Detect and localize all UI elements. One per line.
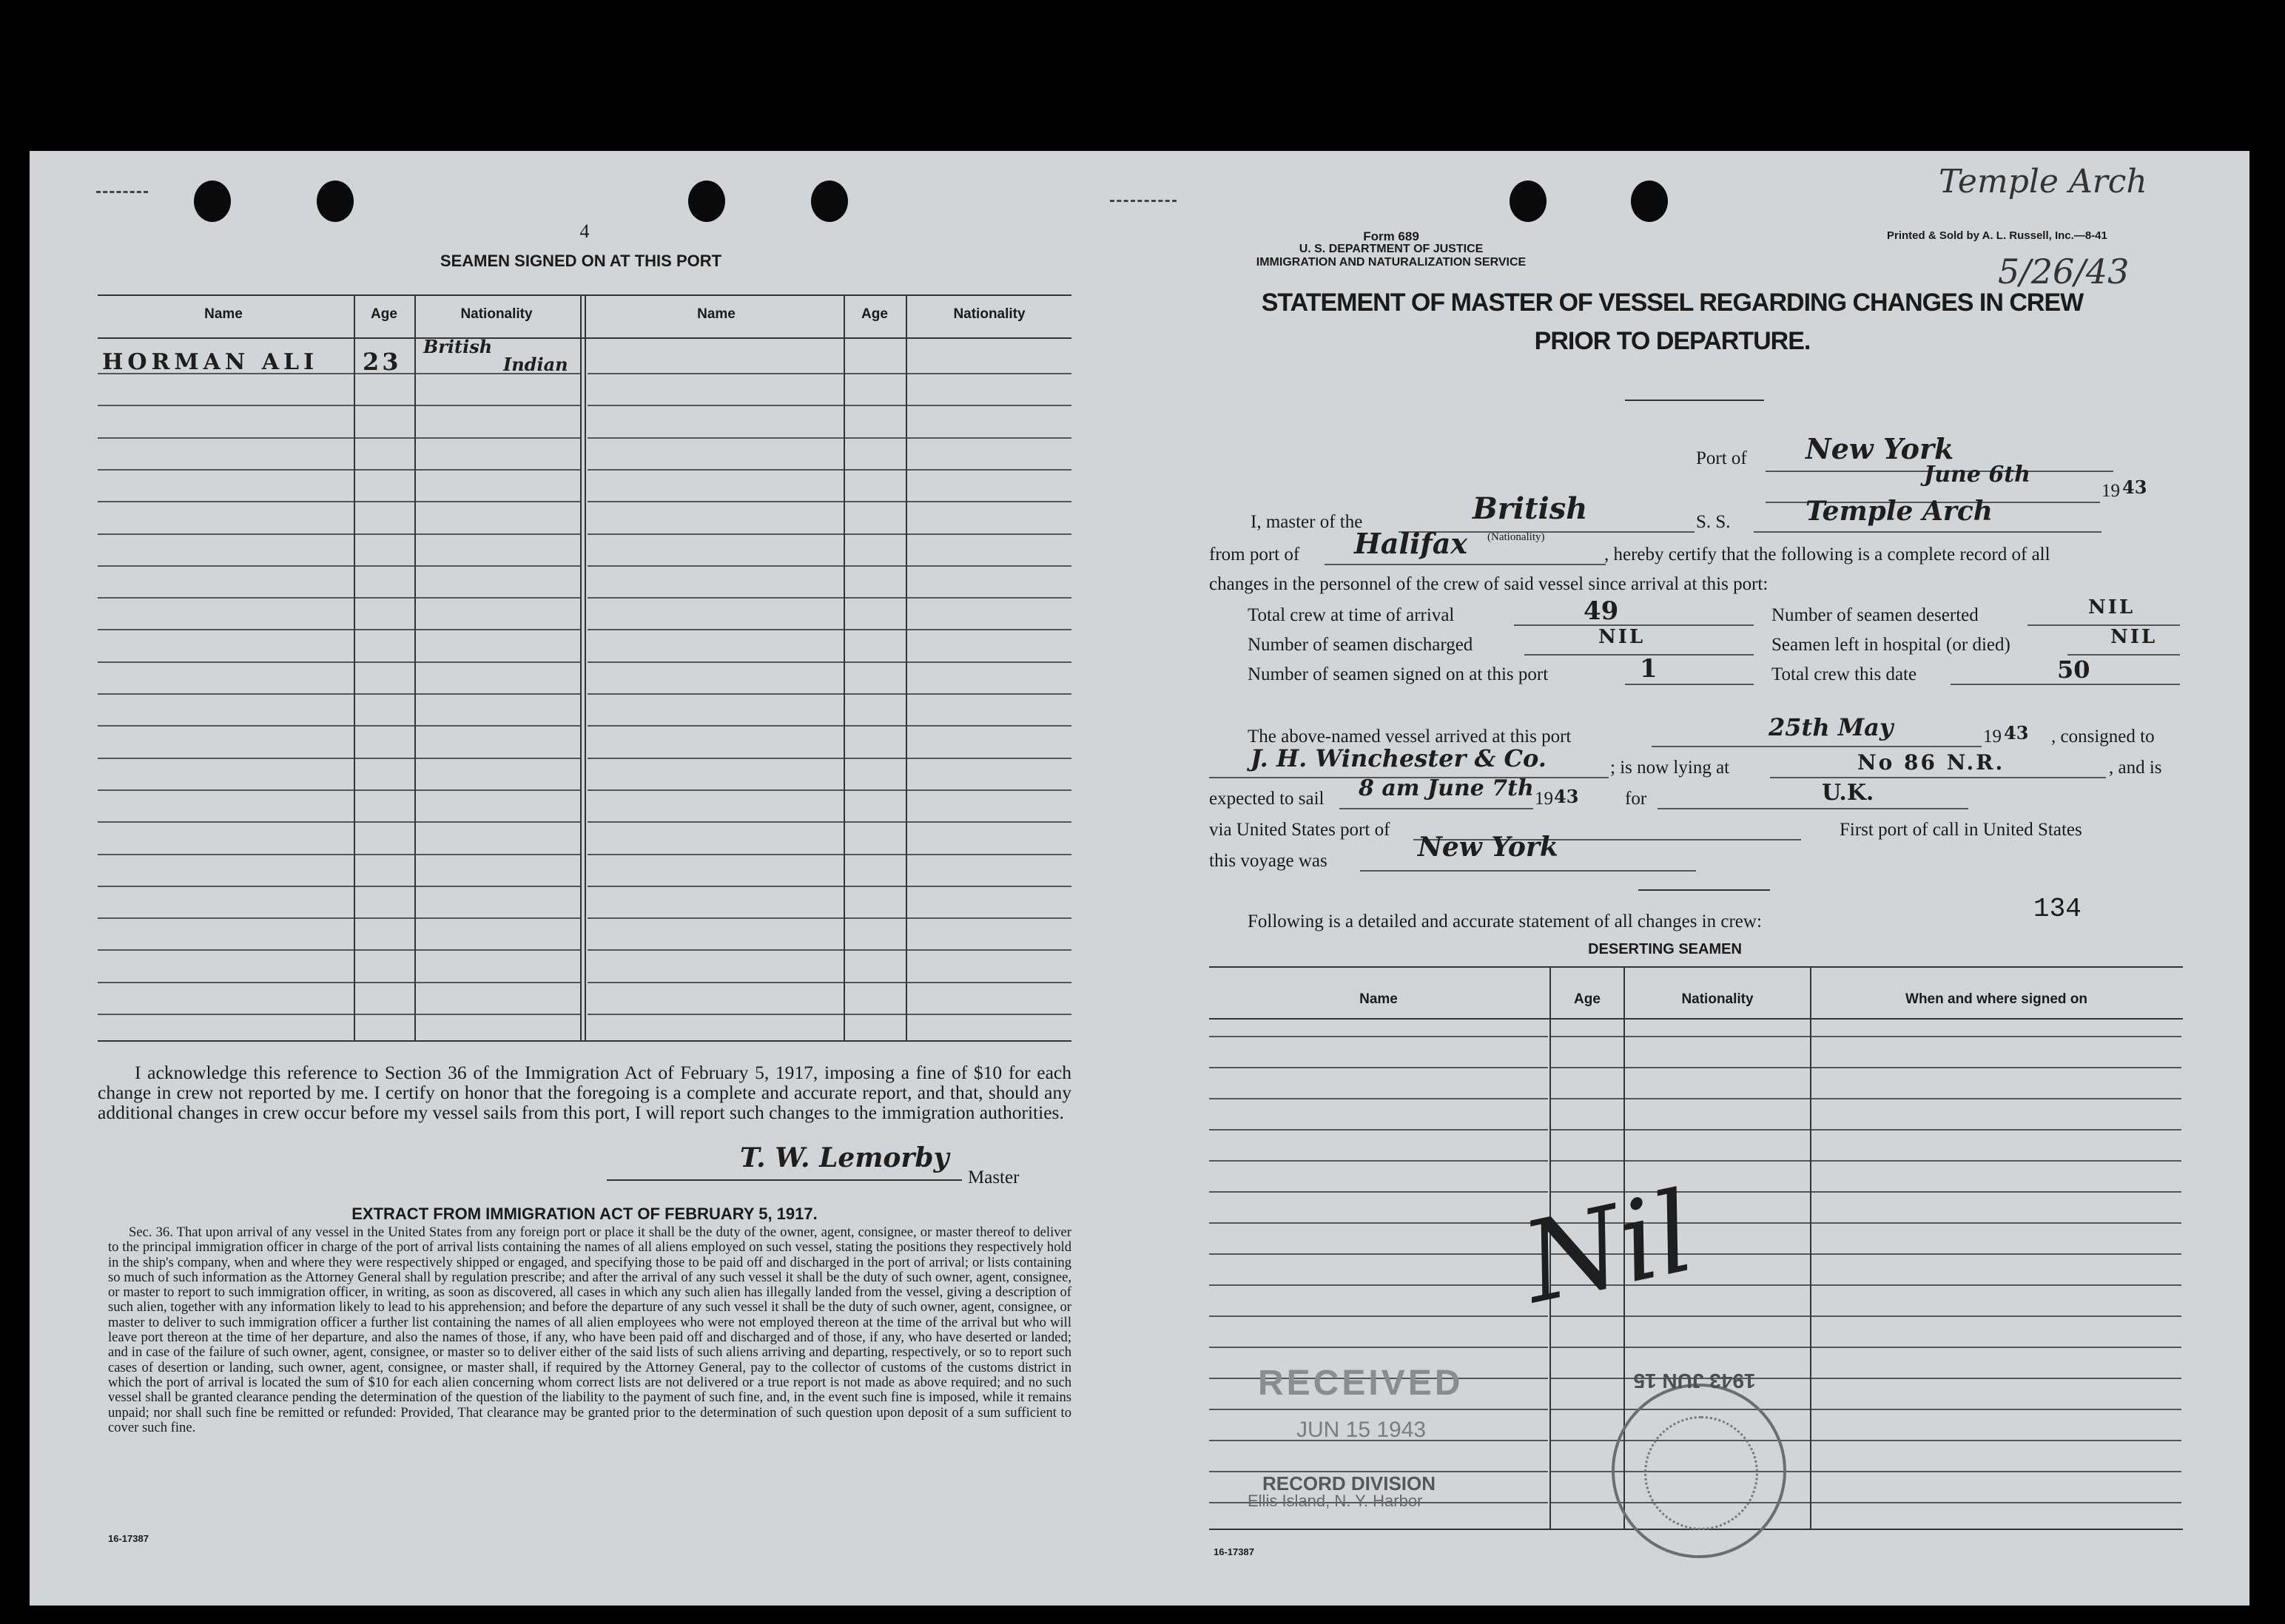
- table-row-line: [588, 917, 844, 919]
- total-crew-date-label: Total crew this date: [1771, 664, 1917, 684]
- master-of-label: I, master of the: [1251, 512, 1363, 532]
- table-row-line: [1551, 1440, 1623, 1441]
- statement-text: Following is a detailed and accurate statement of all changes in crew:: [1248, 912, 1762, 931]
- table-row-line: [907, 597, 1071, 599]
- table-row-line: [416, 1014, 580, 1015]
- expected-line: [1339, 808, 1533, 809]
- table-row-line: [1811, 1378, 2181, 1379]
- table-row-line: [1811, 1222, 2181, 1224]
- discharged-line: [1524, 654, 1754, 656]
- table-row-line: [416, 405, 580, 406]
- punch-hole: [317, 181, 354, 222]
- table-row-line: [845, 597, 906, 599]
- table-row-line: [1811, 1347, 2181, 1348]
- punch-hole: [194, 181, 231, 222]
- table-row-line: [907, 533, 1071, 535]
- table-row-line: [588, 629, 844, 630]
- deserting-col-nationality: Nationality: [1681, 991, 1754, 1007]
- port-label: Port of: [1696, 448, 1747, 468]
- via-label: via United States port of: [1209, 820, 1390, 840]
- table-row-line: [98, 533, 354, 535]
- fold-mark: [96, 191, 148, 193]
- deserting-col-signed-on: When and where signed on: [1905, 991, 2087, 1007]
- punch-hole: [811, 181, 848, 222]
- table-row-line: [1209, 1036, 1548, 1037]
- table-row-line: [1811, 1315, 2181, 1317]
- table-row-line: [355, 469, 414, 471]
- table-row-line: [1209, 1129, 1548, 1131]
- table-row-line: [1551, 1409, 1623, 1410]
- table-row-line: [98, 821, 354, 823]
- table-row-line: [355, 949, 414, 951]
- table-row-line: [588, 693, 844, 695]
- title-divider: [1625, 400, 1764, 401]
- table-row-line: [845, 469, 906, 471]
- table-row-line: [1551, 1160, 1623, 1162]
- fold-mark: [1110, 200, 1177, 202]
- right-form-code: 16-17387: [1214, 1546, 1254, 1557]
- table-row-line: [845, 661, 906, 663]
- received-stamp: RECEIVED: [1258, 1364, 1464, 1403]
- col-header-age: Age: [371, 306, 397, 322]
- table-row-line: [98, 949, 354, 951]
- table-row-line: [416, 533, 580, 535]
- deserting-col-age: Age: [1574, 991, 1601, 1007]
- table-row-line: [355, 886, 414, 887]
- table-row-line: [845, 917, 906, 919]
- ship-name-line: [1754, 531, 2101, 533]
- table-row-line: [355, 629, 414, 630]
- discharged-label: Number of seamen discharged: [1248, 635, 1473, 655]
- service: IMMIGRATION AND NATURALIZATION SERVICE: [1256, 256, 1527, 269]
- arrived-label: The above-named vessel arrived at this port: [1248, 727, 1572, 747]
- table-row-line: [355, 693, 414, 695]
- punch-hole: [1631, 181, 1668, 222]
- discharged-value: NIL: [1598, 626, 1646, 648]
- table-row-line: [416, 661, 580, 663]
- table-row-line: [98, 1014, 354, 1015]
- table-row-line: [907, 821, 1071, 823]
- table-row-line: [907, 886, 1071, 887]
- col-header-nationality: Nationality: [460, 306, 533, 322]
- table-row-line: [1209, 1409, 1548, 1410]
- corner-note: Temple Arch: [1939, 163, 2147, 201]
- table-row-line: [355, 917, 414, 919]
- signed-on-value: 1: [1640, 654, 1658, 684]
- table-row-line: [845, 629, 906, 630]
- table-row-line: [1209, 1284, 1548, 1286]
- table-row-line: [588, 949, 844, 951]
- table-row-line: [416, 629, 580, 630]
- table-row-line: [98, 789, 354, 791]
- master-signature: T. W. Lemorby: [740, 1142, 949, 1173]
- table-row-line: [907, 1014, 1071, 1015]
- arrived-year-written: 43: [2004, 722, 2029, 744]
- table-row-line: [1209, 1315, 1548, 1317]
- table-row-line: [588, 469, 844, 471]
- table-row-line: [1811, 1036, 2181, 1037]
- table-row-line: [355, 821, 414, 823]
- table-row-line: [845, 982, 906, 983]
- round-stamp-date: 1943 JUN 15: [1633, 1369, 1756, 1392]
- table-row-line: [588, 1014, 844, 1015]
- table-row-line: [355, 597, 414, 599]
- table-row-line: [1811, 1440, 2181, 1441]
- table-row-line: [845, 405, 906, 406]
- table-row-line: [588, 501, 844, 502]
- table-row-line: [355, 565, 414, 567]
- hospital-value: NIL: [2110, 626, 2158, 648]
- table-row-line: [1811, 1129, 2181, 1131]
- table-row-line: [98, 629, 354, 630]
- table-row-line: [416, 469, 580, 471]
- table-row-line: [845, 693, 906, 695]
- table-row-line: [355, 982, 414, 983]
- table-row-line: [1811, 1253, 2181, 1255]
- table-row-line: [1551, 1098, 1623, 1099]
- table-row-line: [1811, 1502, 2181, 1503]
- table-bottom-rule: [98, 1040, 1071, 1042]
- table-row-line: [416, 565, 580, 567]
- table-row-line: [1551, 1502, 1623, 1503]
- table-row-line: [907, 629, 1071, 630]
- table-row-line: [98, 597, 354, 599]
- destination-value: U.K.: [1822, 780, 1874, 806]
- table-row-line: [1811, 1409, 2181, 1410]
- table-row-line: [98, 758, 354, 759]
- table-row-line: [98, 725, 354, 727]
- for-label: for: [1625, 789, 1647, 809]
- and-is-label: , and is: [2109, 758, 2162, 778]
- deserted-label: Number of seamen deserted: [1771, 605, 1979, 625]
- table-row-line: [845, 565, 906, 567]
- table-row-line: [355, 854, 414, 855]
- destination-line: [1658, 808, 1968, 809]
- nationality-caption: (Nationality): [1487, 531, 1545, 543]
- table-row-line: [416, 789, 580, 791]
- table-row-line: [1625, 1036, 1810, 1037]
- table-row-line: [416, 949, 580, 951]
- port-value: New York: [1806, 432, 1954, 465]
- table-row-line: [845, 1014, 906, 1015]
- table-row-line: [845, 373, 906, 374]
- table-row-line: [907, 949, 1071, 951]
- left-form-code: 16-17387: [108, 1533, 149, 1544]
- printer-credit: Printed & Sold by A. L. Russell, Inc.—8-41: [1887, 229, 2107, 242]
- voyage-line: [1360, 870, 1696, 872]
- left-page-number: 4: [579, 220, 590, 242]
- table-row-line: [98, 469, 354, 471]
- table-row-line: [845, 789, 906, 791]
- round-postmark-inner: [1644, 1416, 1758, 1530]
- table-row-line: [1551, 1067, 1623, 1068]
- table-row-line: [907, 405, 1071, 406]
- table-row-line: [845, 437, 906, 439]
- lying-value: No 86 N.R.: [1857, 750, 2005, 775]
- stamped-number: 134: [2033, 894, 2082, 924]
- table-row-line: [1209, 1067, 1548, 1068]
- table-row-line: [98, 854, 354, 855]
- from-port-label: from port of: [1209, 545, 1300, 565]
- statement-subtitle: PRIOR TO DEPARTURE.: [1534, 327, 1811, 355]
- ship-name: Temple Arch: [1806, 496, 1993, 527]
- table-row-line: [416, 982, 580, 983]
- lying-label: ; is now lying at: [1610, 758, 1730, 778]
- table-row-line: [355, 501, 414, 502]
- table-row-line: [416, 725, 580, 727]
- first-port-label: First port of call in United States: [1840, 820, 2082, 840]
- lying-line: [1770, 777, 2106, 778]
- table-row-line: [588, 758, 844, 759]
- punch-hole: [688, 181, 725, 222]
- extract-text: Sec. 36. That upon arrival of any vessel in the United States from any foreign port or place it shall be the duty of the owner, agent, consignee, or master thereof to deliver to the principal immigration officer in charge of the port of arrival lists containing the names of all aliens employed on such vessel, stating the positions they respectively hold in the ship's company, when and where they were respectively shipped or engaged, and specifying those to be paid off and discharged in the port of arrival; or lists containing so much of such information as the Attorney General shall by regulation prescribe; and after the arrival of any such vessel it shall be the duty of such owner, agent, consignee, or master to report to such immigration officer, in writing, as soon as discovered, all cases in which any such alien has illegally landed from the vessel, giving a description of such alien, together with any information likely to lead to his apprehension; and before the departure of any such vessel it shall be the duty of such owner, agent, consignee, or master to deliver to such immigration officer a further list containing the names of all alien employees who were not employed thereon at the time of the arrival but who will leave port thereon at the time of her departure, and also the names of those, if any, who have been paid off and discharged and of those, if any, who have deserted or landed; and in case of the failure of such owner, agent, consignee, or master so to deliver either of the said lists of such aliens arriving and departing, respectively, or so to report such cases of desertion or landing, such owner, agent, consignee, or master shall, if required by the Attorney General, pay to the collector of customs of the customs district in which the port of arrival is located the sum of $10 for each alien concerning whom correct lists are not delivered or a true report is not made as above required; and no such vessel shall be granted clearance pending the determination of the question of the liability to the payment of such fine, and, in the event such fine is imposed, while it remains unpaid; nor shall such fine be remitted or refunded: Provided, That clearance may be granted prior to the determination of such question upon deposit of a sum sufficient to cover such fine.: [108, 1224, 1071, 1435]
- table-row-line: [1811, 1098, 2181, 1099]
- table-row-line: [907, 917, 1071, 919]
- expected-year-written: 43: [1554, 786, 1579, 807]
- entry-name: HORMAN ALI: [102, 349, 319, 375]
- table-row-line: [907, 437, 1071, 439]
- table-row-line: [416, 597, 580, 599]
- table-row-line: [98, 661, 354, 663]
- arrived-line: [1652, 746, 1982, 747]
- table-row-line: [1625, 1129, 1810, 1131]
- table-row-line: [98, 693, 354, 695]
- table-row-line: [1625, 1160, 1810, 1162]
- department: U. S. DEPARTMENT OF JUSTICE: [1299, 243, 1484, 255]
- table-row-line: [416, 917, 580, 919]
- col-header-nationality: Nationality: [953, 306, 1026, 322]
- table-row-line: [1209, 1191, 1548, 1193]
- table-row-line: [907, 725, 1071, 727]
- table-row-line: [1209, 1222, 1548, 1224]
- table-row-line: [1551, 1036, 1623, 1037]
- table-row-line: [355, 661, 414, 663]
- table-row-line: [907, 758, 1071, 759]
- table-row-line: [845, 854, 906, 855]
- table-row-line: [907, 469, 1071, 471]
- table-row-line: [588, 405, 844, 406]
- table-row-line: [416, 501, 580, 502]
- deserting-col-name: Name: [1359, 991, 1398, 1007]
- table-row-line: [907, 373, 1071, 374]
- table-row-line: [1811, 1160, 2181, 1162]
- nationality-value: British: [1473, 491, 1588, 526]
- table-row-line: [1811, 1191, 2181, 1193]
- total-crew-date-value: 50: [2057, 656, 2090, 684]
- table-row-line: [1811, 1067, 2181, 1068]
- table-row-line: [98, 437, 354, 439]
- punch-hole: [1510, 181, 1547, 222]
- col-header-name: Name: [204, 306, 243, 322]
- ss-label: S. S.: [1696, 512, 1731, 532]
- table-row-line: [588, 854, 844, 855]
- table-row-line: [1625, 1067, 1810, 1068]
- table-row-line: [98, 501, 354, 502]
- table-row-line: [845, 533, 906, 535]
- certify-text: , hereby certify that the following is a complete record of all: [1604, 545, 2050, 565]
- date-value: June 6th: [1924, 462, 2030, 488]
- table-row-line: [588, 533, 844, 535]
- deserting-header-rule: [1209, 1018, 2183, 1020]
- signed-on-label: Number of seamen signed on at this port: [1248, 664, 1549, 684]
- table-row-line: [416, 437, 580, 439]
- table-row-line: [845, 725, 906, 727]
- expected-label: expected to sail: [1209, 789, 1325, 809]
- ellis-island-stamp: Ellis Island, N. Y. Harbor: [1248, 1492, 1423, 1510]
- consignee-value: J. H. Winchester & Co.: [1251, 744, 1547, 772]
- table-row-line: [355, 405, 414, 406]
- entry-nationality-line1: British: [423, 336, 493, 357]
- table-row-line: [907, 501, 1071, 502]
- section-divider: [1638, 889, 1770, 891]
- table-row-line: [588, 982, 844, 983]
- from-port-value: Halifax: [1354, 527, 1468, 560]
- table-row-line: [416, 821, 580, 823]
- table-row-line: [845, 886, 906, 887]
- voyage-value: New York: [1418, 832, 1558, 863]
- round-postmark: [1612, 1384, 1786, 1558]
- table-row-line: [416, 886, 580, 887]
- table-row-line: [98, 565, 354, 567]
- table-row-line: [845, 501, 906, 502]
- signed-on-line: [1625, 684, 1754, 685]
- table-row-line: [588, 661, 844, 663]
- col-header-age: Age: [861, 306, 888, 322]
- table-row-line: [1551, 1347, 1623, 1348]
- table-row-line: [1625, 1347, 1810, 1348]
- table-row-line: [588, 725, 844, 727]
- table-row-line: [98, 405, 354, 406]
- table-row-line: [355, 533, 414, 535]
- deserted-value: NIL: [2088, 596, 2136, 619]
- table-row-line: [355, 789, 414, 791]
- table-row-line: [588, 565, 844, 567]
- hospital-label: Seamen left in hospital (or died): [1771, 635, 2010, 655]
- total-crew-date-line: [1951, 684, 2180, 685]
- left-page-title: SEAMEN SIGNED ON AT THIS PORT: [440, 252, 722, 270]
- statement-title: STATEMENT OF MASTER OF VESSEL REGARDING CHANGES IN CREW: [1261, 289, 2084, 317]
- col-header-name: Name: [697, 306, 736, 322]
- table-row-line: [416, 758, 580, 759]
- nil-mark: Nil: [1512, 1168, 1704, 1329]
- table-row-line: [1551, 1129, 1623, 1131]
- extract-title: EXTRACT FROM IMMIGRATION ACT OF FEBRUARY 5, 1917.: [351, 1204, 818, 1223]
- master-label: Master: [968, 1168, 1020, 1187]
- table-row-line: [355, 437, 414, 439]
- entry-nationality-line2: Indian: [503, 354, 568, 375]
- table-row-line: [845, 821, 906, 823]
- table-row-line: [1209, 1253, 1548, 1255]
- consigned-label: , consigned to: [2051, 727, 2155, 747]
- expected-year-printed: 19: [1535, 789, 1553, 809]
- table-row-line: [845, 949, 906, 951]
- table-row-line: [907, 565, 1071, 567]
- column-divider: [580, 294, 586, 1040]
- total-crew-arrival-label: Total crew at time of arrival: [1248, 605, 1455, 625]
- table-row-line: [907, 982, 1071, 983]
- changes-text: changes in the personnel of the crew of said vessel since arrival at this port:: [1209, 574, 1769, 594]
- expected-value: 8 am June 7th: [1359, 775, 1534, 801]
- table-row-line: [1209, 1098, 1548, 1099]
- table-row-line: [588, 373, 844, 374]
- table-row-line: [1625, 1098, 1810, 1099]
- table-row-line: [416, 854, 580, 855]
- table-row-line: [1811, 1471, 2181, 1472]
- arrived-value: 25th May: [1769, 713, 1894, 741]
- table-row-line: [907, 661, 1071, 663]
- table-row-line: [907, 854, 1071, 855]
- year-printed: 19: [2101, 481, 2120, 501]
- table-row-line: [588, 597, 844, 599]
- year-written: 43: [2122, 476, 2147, 498]
- table-row-line: [355, 725, 414, 727]
- record-division-stamp: RECORD DIVISION: [1262, 1472, 1436, 1495]
- table-row-line: [845, 758, 906, 759]
- voyage-label: this voyage was: [1209, 851, 1327, 871]
- table-row-line: [98, 886, 354, 887]
- table-row-line: [98, 982, 354, 983]
- total-crew-arrival-value: 49: [1584, 596, 1619, 626]
- table-row-line: [588, 789, 844, 791]
- table-row-line: [416, 693, 580, 695]
- acknowledgment-text: I acknowledge this reference to Section 36 of the Immigration Act of February 5, 1917, imposing a fine of $10 for each change in crew not reported by me. I certify on honor that the foregoing is a complete and accurate report, and that, should any additional changes in crew occur before my vessel sails from this port, I will report such changes to the immigration authorities.: [98, 1062, 1071, 1123]
- column-divider: [1810, 966, 1811, 1529]
- corner-date: 5/26/43: [1998, 252, 2130, 292]
- table-row-line: [907, 693, 1071, 695]
- table-row-line: [355, 758, 414, 759]
- table-row-line: [1625, 1315, 1810, 1317]
- table-row-line: [907, 789, 1071, 791]
- from-port-line: [1325, 564, 1606, 565]
- table-row-line: [1209, 1347, 1548, 1348]
- table-row-line: [355, 1014, 414, 1015]
- table-row-line: [588, 437, 844, 439]
- table-row-line: [588, 886, 844, 887]
- table-row-line: [1811, 1284, 2181, 1286]
- signature-line: [607, 1179, 962, 1181]
- received-date-stamp: JUN 15 1943: [1296, 1418, 1427, 1442]
- table-row-line: [1209, 1160, 1548, 1162]
- table-row-line: [588, 821, 844, 823]
- deserting-title: DESERTING SEAMEN: [1588, 941, 1742, 957]
- arrived-year-printed: 19: [1983, 727, 2002, 747]
- entry-age: 23: [363, 348, 402, 376]
- table-row-line: [98, 917, 354, 919]
- form-number: Form 689: [1363, 229, 1419, 243]
- deserting-top-rule: [1209, 966, 2183, 968]
